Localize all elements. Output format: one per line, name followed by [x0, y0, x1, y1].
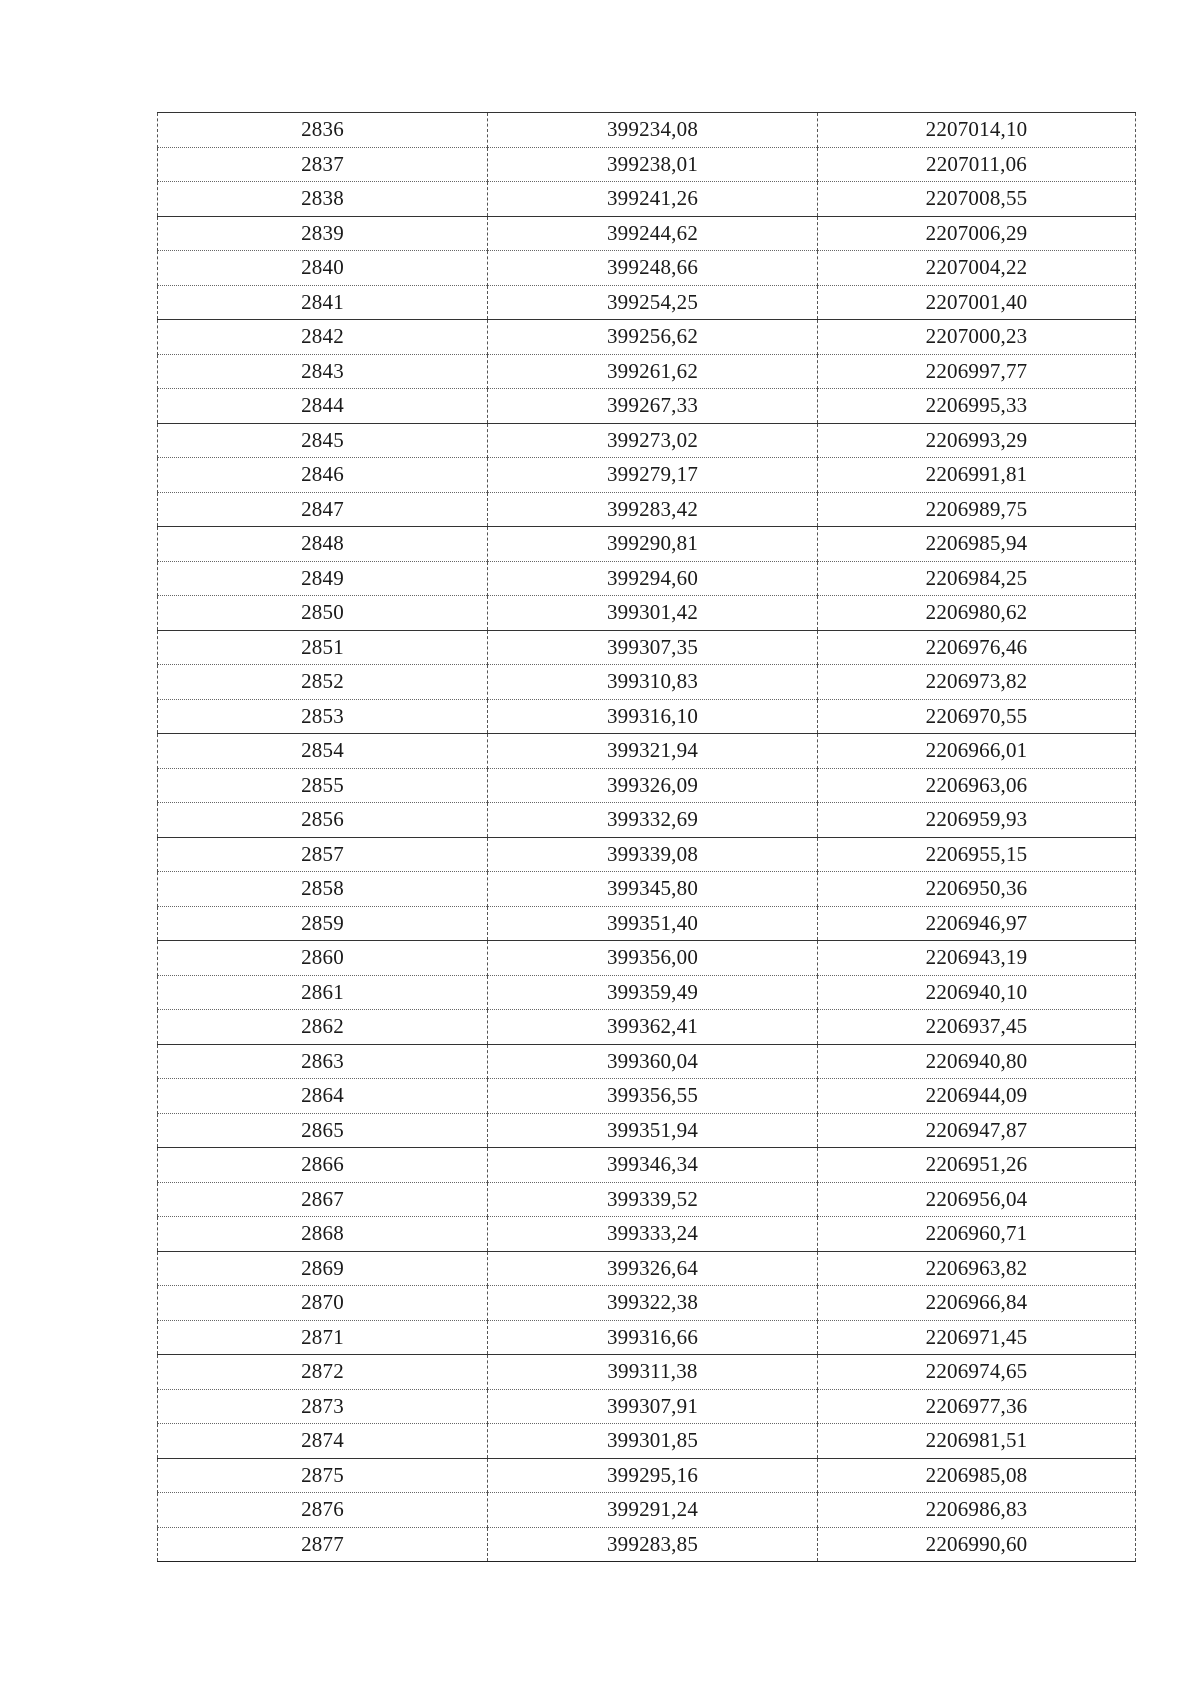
y-coordinate-cell: 2206980,62	[818, 596, 1136, 631]
table-row	[158, 768, 1136, 803]
x-coordinate-cell: 399238,01	[488, 147, 818, 182]
x-coordinate-cell: 399360,04	[488, 1044, 818, 1079]
x-coordinate-cell: 399267,33	[488, 389, 818, 424]
y-coordinate-cell: 2206976,46	[818, 630, 1136, 665]
y-coordinate-cell: 2206959,93	[818, 803, 1136, 838]
point-number-cell: 2859	[158, 906, 488, 941]
table-row	[158, 561, 1136, 596]
x-coordinate-cell: 399359,49	[488, 975, 818, 1010]
table-row	[158, 630, 1136, 665]
point-number-cell: 2868	[158, 1217, 488, 1252]
table-row	[158, 285, 1136, 320]
y-coordinate-cell: 2206990,60	[818, 1527, 1136, 1562]
y-coordinate-cell: 2206946,97	[818, 906, 1136, 941]
point-number-cell: 2852	[158, 665, 488, 700]
point-number-cell: 2858	[158, 872, 488, 907]
y-coordinate-cell: 2206997,77	[818, 354, 1136, 389]
y-coordinate-cell: 2206956,04	[818, 1182, 1136, 1217]
coordinates-table-body	[158, 113, 1136, 1562]
x-coordinate-cell: 399256,62	[488, 320, 818, 355]
point-number-cell: 2856	[158, 803, 488, 838]
point-number-cell: 2861	[158, 975, 488, 1010]
point-number-cell: 2846	[158, 458, 488, 493]
point-number-cell: 2869	[158, 1251, 488, 1286]
point-number-cell: 2843	[158, 354, 488, 389]
point-number-cell: 2853	[158, 699, 488, 734]
point-number-cell: 2875	[158, 1458, 488, 1493]
x-coordinate-cell: 399362,41	[488, 1010, 818, 1045]
x-coordinate-cell: 399351,94	[488, 1113, 818, 1148]
y-coordinate-cell: 2206944,09	[818, 1079, 1136, 1114]
point-number-cell: 2873	[158, 1389, 488, 1424]
y-coordinate-cell: 2207008,55	[818, 182, 1136, 217]
table-row	[158, 147, 1136, 182]
x-coordinate-cell: 399322,38	[488, 1286, 818, 1321]
x-coordinate-cell: 399307,91	[488, 1389, 818, 1424]
x-coordinate-cell: 399356,00	[488, 941, 818, 976]
x-coordinate-cell: 399316,66	[488, 1320, 818, 1355]
x-coordinate-cell: 399326,64	[488, 1251, 818, 1286]
table-row	[158, 389, 1136, 424]
x-coordinate-cell: 399273,02	[488, 423, 818, 458]
point-number-cell: 2845	[158, 423, 488, 458]
y-coordinate-cell: 2206985,08	[818, 1458, 1136, 1493]
table-row	[158, 1217, 1136, 1252]
y-coordinate-cell: 2206963,06	[818, 768, 1136, 803]
point-number-cell: 2851	[158, 630, 488, 665]
table-row	[158, 251, 1136, 286]
point-number-cell: 2863	[158, 1044, 488, 1079]
y-coordinate-cell: 2206993,29	[818, 423, 1136, 458]
y-coordinate-cell: 2206951,26	[818, 1148, 1136, 1183]
point-number-cell: 2872	[158, 1355, 488, 1390]
table-row	[158, 1113, 1136, 1148]
y-coordinate-cell: 2206970,55	[818, 699, 1136, 734]
table-row	[158, 1493, 1136, 1528]
point-number-cell: 2850	[158, 596, 488, 631]
x-coordinate-cell: 399248,66	[488, 251, 818, 286]
y-coordinate-cell: 2206971,45	[818, 1320, 1136, 1355]
table-row	[158, 734, 1136, 769]
x-coordinate-cell: 399307,35	[488, 630, 818, 665]
y-coordinate-cell: 2206985,94	[818, 527, 1136, 562]
x-coordinate-cell: 399345,80	[488, 872, 818, 907]
x-coordinate-cell: 399234,08	[488, 113, 818, 148]
x-coordinate-cell: 399294,60	[488, 561, 818, 596]
point-number-cell: 2849	[158, 561, 488, 596]
table-row	[158, 216, 1136, 251]
y-coordinate-cell: 2206986,83	[818, 1493, 1136, 1528]
point-number-cell: 2840	[158, 251, 488, 286]
table-row	[158, 837, 1136, 872]
point-number-cell: 2854	[158, 734, 488, 769]
x-coordinate-cell: 399290,81	[488, 527, 818, 562]
y-coordinate-cell: 2207006,29	[818, 216, 1136, 251]
table-row	[158, 1355, 1136, 1390]
table-row	[158, 527, 1136, 562]
point-number-cell: 2874	[158, 1424, 488, 1459]
table-row	[158, 803, 1136, 838]
point-number-cell: 2847	[158, 492, 488, 527]
table-row	[158, 1458, 1136, 1493]
point-number-cell: 2838	[158, 182, 488, 217]
y-coordinate-cell: 2206937,45	[818, 1010, 1136, 1045]
y-coordinate-cell: 2206960,71	[818, 1217, 1136, 1252]
x-coordinate-cell: 399283,85	[488, 1527, 818, 1562]
table-row	[158, 1320, 1136, 1355]
y-coordinate-cell: 2207011,06	[818, 147, 1136, 182]
table-row	[158, 1182, 1136, 1217]
y-coordinate-cell: 2206940,10	[818, 975, 1136, 1010]
table-row	[158, 320, 1136, 355]
point-number-cell: 2877	[158, 1527, 488, 1562]
table-row	[158, 1424, 1136, 1459]
table-row	[158, 872, 1136, 907]
point-number-cell: 2848	[158, 527, 488, 562]
x-coordinate-cell: 399332,69	[488, 803, 818, 838]
table-row	[158, 1079, 1136, 1114]
x-coordinate-cell: 399326,09	[488, 768, 818, 803]
point-number-cell: 2867	[158, 1182, 488, 1217]
y-coordinate-cell: 2206947,87	[818, 1113, 1136, 1148]
y-coordinate-cell: 2207001,40	[818, 285, 1136, 320]
y-coordinate-cell: 2206973,82	[818, 665, 1136, 700]
table-row	[158, 1148, 1136, 1183]
y-coordinate-cell: 2206974,65	[818, 1355, 1136, 1390]
table-row	[158, 975, 1136, 1010]
x-coordinate-cell: 399261,62	[488, 354, 818, 389]
y-coordinate-cell: 2207004,22	[818, 251, 1136, 286]
x-coordinate-cell: 399283,42	[488, 492, 818, 527]
y-coordinate-cell: 2206991,81	[818, 458, 1136, 493]
y-coordinate-cell: 2206989,75	[818, 492, 1136, 527]
point-number-cell: 2839	[158, 216, 488, 251]
y-coordinate-cell: 2206943,19	[818, 941, 1136, 976]
point-number-cell: 2871	[158, 1320, 488, 1355]
x-coordinate-cell: 399241,26	[488, 182, 818, 217]
table-row	[158, 458, 1136, 493]
table-row	[158, 182, 1136, 217]
point-number-cell: 2864	[158, 1079, 488, 1114]
table-row	[158, 1010, 1136, 1045]
table-row	[158, 906, 1136, 941]
x-coordinate-cell: 399321,94	[488, 734, 818, 769]
y-coordinate-cell: 2206981,51	[818, 1424, 1136, 1459]
point-number-cell: 2862	[158, 1010, 488, 1045]
table-row	[158, 665, 1136, 700]
y-coordinate-cell: 2207014,10	[818, 113, 1136, 148]
x-coordinate-cell: 399346,34	[488, 1148, 818, 1183]
x-coordinate-cell: 399254,25	[488, 285, 818, 320]
x-coordinate-cell: 399310,83	[488, 665, 818, 700]
y-coordinate-cell: 2206966,84	[818, 1286, 1136, 1321]
x-coordinate-cell: 399356,55	[488, 1079, 818, 1114]
y-coordinate-cell: 2206995,33	[818, 389, 1136, 424]
point-number-cell: 2844	[158, 389, 488, 424]
x-coordinate-cell: 399316,10	[488, 699, 818, 734]
y-coordinate-cell: 2206955,15	[818, 837, 1136, 872]
point-number-cell: 2876	[158, 1493, 488, 1528]
point-number-cell: 2860	[158, 941, 488, 976]
table-row	[158, 596, 1136, 631]
table-row	[158, 941, 1136, 976]
point-number-cell: 2836	[158, 113, 488, 148]
y-coordinate-cell: 2207000,23	[818, 320, 1136, 355]
table-row	[158, 1286, 1136, 1321]
y-coordinate-cell: 2206984,25	[818, 561, 1136, 596]
table-row	[158, 423, 1136, 458]
y-coordinate-cell: 2206966,01	[818, 734, 1136, 769]
x-coordinate-cell: 399339,52	[488, 1182, 818, 1217]
table-row	[158, 492, 1136, 527]
x-coordinate-cell: 399351,40	[488, 906, 818, 941]
table-row	[158, 1527, 1136, 1562]
table-row	[158, 113, 1136, 148]
table-row	[158, 699, 1136, 734]
point-number-cell: 2857	[158, 837, 488, 872]
x-coordinate-cell: 399244,62	[488, 216, 818, 251]
x-coordinate-cell: 399279,17	[488, 458, 818, 493]
y-coordinate-cell: 2206963,82	[818, 1251, 1136, 1286]
point-number-cell: 2855	[158, 768, 488, 803]
y-coordinate-cell: 2206940,80	[818, 1044, 1136, 1079]
x-coordinate-cell: 399301,42	[488, 596, 818, 631]
x-coordinate-cell: 399333,24	[488, 1217, 818, 1252]
x-coordinate-cell: 399339,08	[488, 837, 818, 872]
point-number-cell: 2837	[158, 147, 488, 182]
table-row	[158, 354, 1136, 389]
y-coordinate-cell: 2206950,36	[818, 872, 1136, 907]
x-coordinate-cell: 399311,38	[488, 1355, 818, 1390]
point-number-cell: 2841	[158, 285, 488, 320]
x-coordinate-cell: 399301,85	[488, 1424, 818, 1459]
x-coordinate-cell: 399295,16	[488, 1458, 818, 1493]
table-row	[158, 1251, 1136, 1286]
table-row	[158, 1389, 1136, 1424]
point-number-cell: 2842	[158, 320, 488, 355]
coordinates-table	[157, 112, 1136, 1562]
y-coordinate-cell: 2206977,36	[818, 1389, 1136, 1424]
table-row	[158, 1044, 1136, 1079]
point-number-cell: 2865	[158, 1113, 488, 1148]
x-coordinate-cell: 399291,24	[488, 1493, 818, 1528]
point-number-cell: 2870	[158, 1286, 488, 1321]
point-number-cell: 2866	[158, 1148, 488, 1183]
